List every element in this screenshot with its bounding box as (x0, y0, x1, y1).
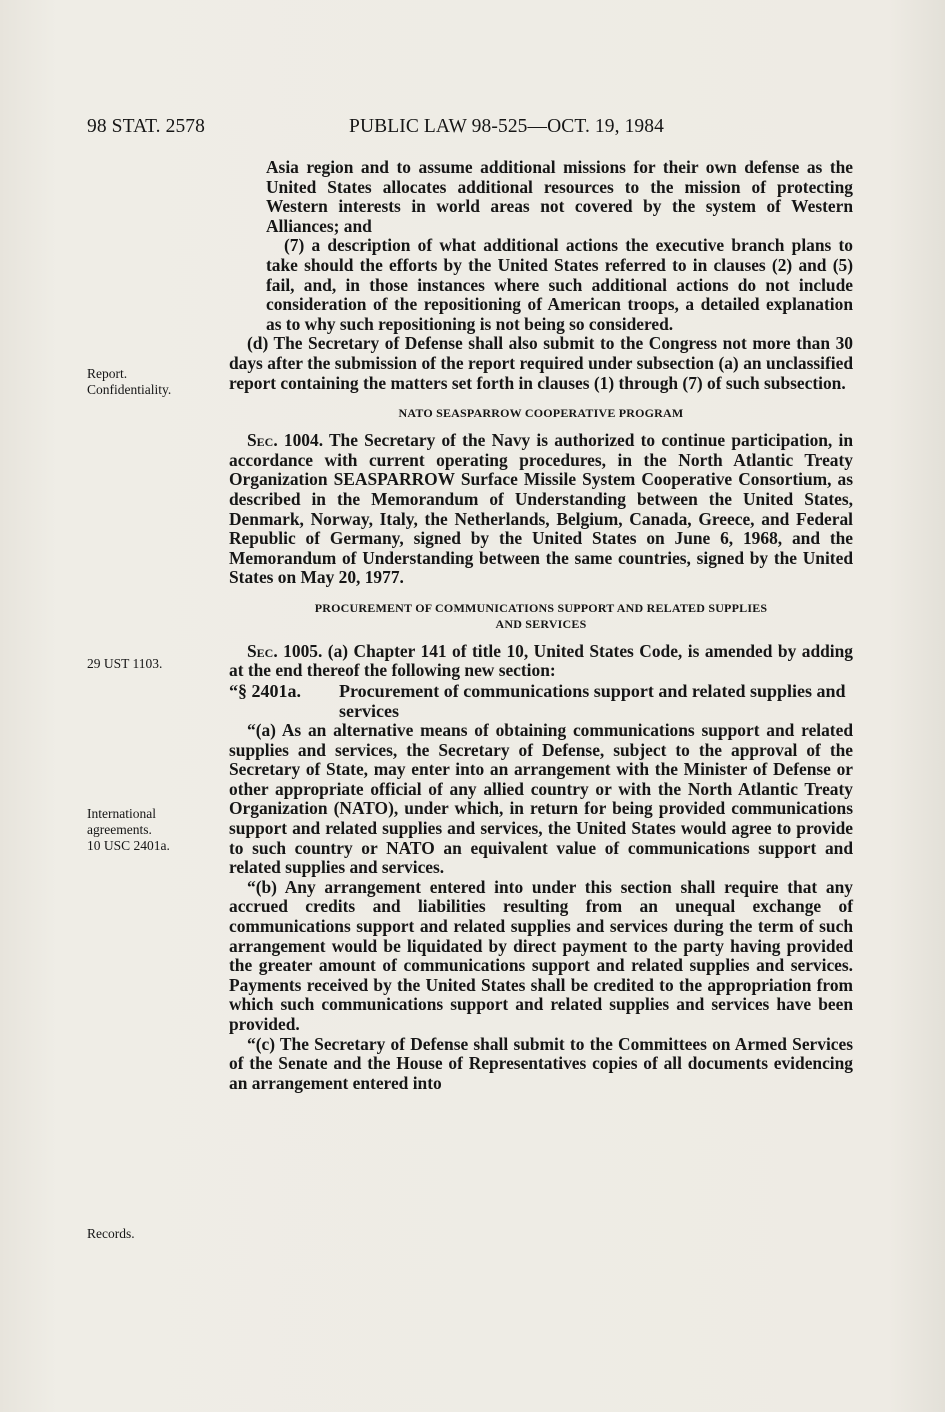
margin-note-ust (87, 656, 212, 672)
sec-1005-label: Sec. (247, 640, 278, 661)
section-2401a-number: “§ 2401a. (229, 681, 301, 702)
paragraph-subsection-a: “(a) As an alternative means of obtaining communications support and related supplies and services, the Secretary of Defense, subject to the approval of the Secretary of State, may enter into an arrangement with the Minister of Defense or other appropriate official of any allied country or with the North Atlantic Treaty Organization (NATO), under which, in return for being provided communications support and related supplies and services, the United States would agree to provide to such country or NATO an equivalent value of communications support and related supplies and services. (229, 720, 853, 878)
heading-procurement (229, 600, 853, 632)
paragraph-subsection-b: “(b) Any arrangement entered into under this section shall require that any accrued credits and liabilities resulting from an unequal exchange of communications support and related supplies and services during the term of such arrangement would be liquidated by direct payment to the party having provided the greater amount of communications support and related supplies and services. Payments received by the United States shall be credited to the appropriation from which such communications support and related supplies and services have been provided. (229, 876, 853, 1034)
margin-note-records (87, 1226, 212, 1242)
paragraph-sec-1005 (229, 642, 853, 681)
section-2401a-heading: Procurement of communications support and related supplies and services (339, 681, 846, 722)
paragraph-subsection-d: (d) The Secretary of Defense shall also submit to the Congress not more than 30 days after the submission of the report required under subsection (a) an unclassified report containing the matters set forth in clauses (1) through (7) of such subsection. (229, 333, 853, 393)
section-2401a-title (229, 681, 853, 721)
margin-note-confidentiality-label: Confidentiality. (87, 382, 172, 397)
sec-1004-label: Sec. (247, 430, 278, 451)
paragraph-sec-1004 (229, 431, 853, 588)
margin-note-report-label: Report. (87, 366, 128, 381)
sec-1005-text: 1005. (a) Chapter 141 of title 10, United States Code, is amended by adding at the end thereof the following new section: (229, 640, 853, 681)
margin-note-ust-label: 29 UST 1103. (87, 656, 163, 671)
stat-reference: 98 STAT. 2578 (87, 116, 206, 137)
paragraph-subsection-c: “(c) The Secretary of Defense shall submit to the Committees on Armed Services of the Senate and the House of Representatives copies of all documents evidencing an arrangement entered into (229, 1033, 853, 1093)
document-body (229, 158, 853, 1093)
margin-note-international-label: International (87, 806, 156, 821)
margin-note-report (87, 366, 212, 398)
sec-1004-text: 1004. The Secretary of the Navy is authorized to continue participation, in accordance with current operating procedures, in the North Atlantic Treaty Organization SEASPARROW Surface Missile System Cooperative Consortium, as described in the Memorandum of Understanding between the United States, Denmark, Norway, Italy, the Netherlands, Belgium, Canada, Greece, and Federal Republic of Germany, signed by the United States on June 6, 1968, and the Memorandum of Understanding between the same countries, signed by the United States on May 20, 1977. (229, 430, 853, 588)
paragraph-asia-region: Asia region and to assume additional missions for their own defense as the United States allocates additional resources to the mission of protecting Western interests in world areas not covered by the system of Western Alliances; and (266, 157, 853, 236)
margin-note-agreements-label: agreements. (87, 822, 152, 837)
heading-procurement-line-2: AND SERVICES (495, 616, 587, 631)
paragraph-clause-7: (7) a description of what additional actions the executive branch plans to take should the efforts by the United States referred to in clauses (2) and (5) fail, and, in those instances where such additional actions do not include consideration of the repositioning of American troops, a detailed explanation as to why such repositioning is not being so considered. (266, 235, 853, 334)
margin-note-international (87, 806, 212, 854)
law-title: PUBLIC LAW 98-525—OCT. 19, 1984 (349, 116, 664, 137)
page-header (87, 116, 867, 140)
heading-nato-seasparrow: NATO SEASPARROW COOPERATIVE PROGRAM (398, 406, 684, 421)
margin-note-usc-label: 10 USC 2401a. (87, 838, 170, 853)
margin-note-records-label: Records. (87, 1226, 135, 1241)
heading-procurement-line-1: PROCUREMENT OF COMMUNICATIONS SUPPORT AND RELATED SUPPLIES (314, 600, 768, 615)
